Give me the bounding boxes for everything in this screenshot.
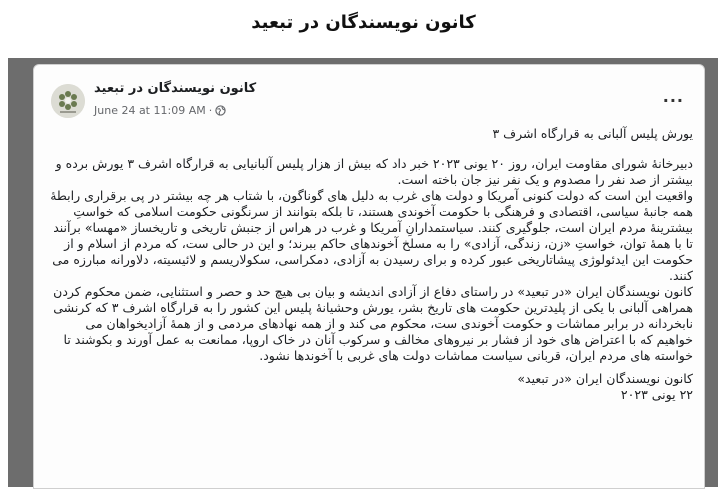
- post-paragraph: دبیرخانهٔ شورای مقاومت ایران، روز ۲۰ یونی ۲۰۲۳ خبر داد که بیش از هزار پلیس آلبانیایی به قرارگاه اشرف ۳ یورش برده و بیشتر از صد نفر را مصدوم و یک نفر نیز جان باخته است.: [55, 156, 693, 187]
- post-meta: June 24 at 11:09 AM ·: [94, 104, 226, 117]
- post-signature: کانون نویسندگان ایران «در تبعید»: [517, 371, 693, 386]
- post-timestamp[interactable]: June 24 at 11:09 AM: [94, 104, 206, 117]
- post-paragraph: واقعیت این است که دولت کنونی آمریکا و دولت های غرب به دلیل های گوناگون، با شتاب هر چه بیشتر در پی برقراری رابطهٔ همه جانبهٔ سیاسی، اقتصادی و فرهنگی با حکومت آخوندی هستند، تا بلکه بتوانند از سرنگونی حکومت اسلامی که خواستِ بیشترینهٔ مردم ایران است، جلوگیری کنند. سیاستمدارانِ آمریکا و غرب در هراس از جنبش تاریخی و تاریخساز «مهسا» برآنند تا با همهٔ توان، خواستِ «زن، زندگی، آزادی» را به مسلخ آخوندهای حاکم ببرند؛ و این در حالی ست، که مردم از اسلام و از حکومت این ایدئولوژی پیشاتاریخی عبور کرده و برای رسیدن به آزادی، دمکراسی، سکولاریسم و لائیسیته، دلاورانه مبارزه می کنند.: [50, 188, 693, 283]
- post-date: ۲۲ یونی ۲۰۲۳: [620, 387, 693, 402]
- post-body: [48, 122, 693, 403]
- more-options-button[interactable]: ...: [662, 87, 684, 106]
- post-paragraph: کانون نویسندگان ایران «در تبعید» در راستای دفاع از آزادی اندیشه و بیان بی هیچ حد و حصر و استثنایی، ضمن محکوم کردن همراهی آلبانی با یکی از پلیدترین حکومت های تاریخ بشر، یورش وحشیانهٔ پلیس این کشور را به قرارگاه اشرف ۳ که کرنشی نابخردانه در برابر مماشات و حکومت آخوندی ست، محکوم می کند و از همه نهادهای مردمی و از همهٔ آزادیخواهان می خواهیم که با اعتراض های خود از فشار بر نیروهای مخالف و سرکوب آنان در خاک اروپا، ممانعت به عمل آورند و بکوشند تا خواسته های مردم ایران، قربانی سیاست مماشات دولت های غربی با آخوندها نشود.: [53, 284, 693, 363]
- globe-icon[interactable]: [215, 105, 226, 116]
- post-author[interactable]: کانون نویسندگان در تبعید: [94, 81, 257, 96]
- post-headline: یورش پلیس آلبانی به قرارگاه اشرف ۳: [492, 126, 693, 141]
- page-title: کانون نویسندگان در تبعید: [251, 12, 476, 33]
- avatar[interactable]: [51, 84, 85, 118]
- facebook-post-card: [33, 64, 705, 489]
- logo-icon: [51, 84, 85, 118]
